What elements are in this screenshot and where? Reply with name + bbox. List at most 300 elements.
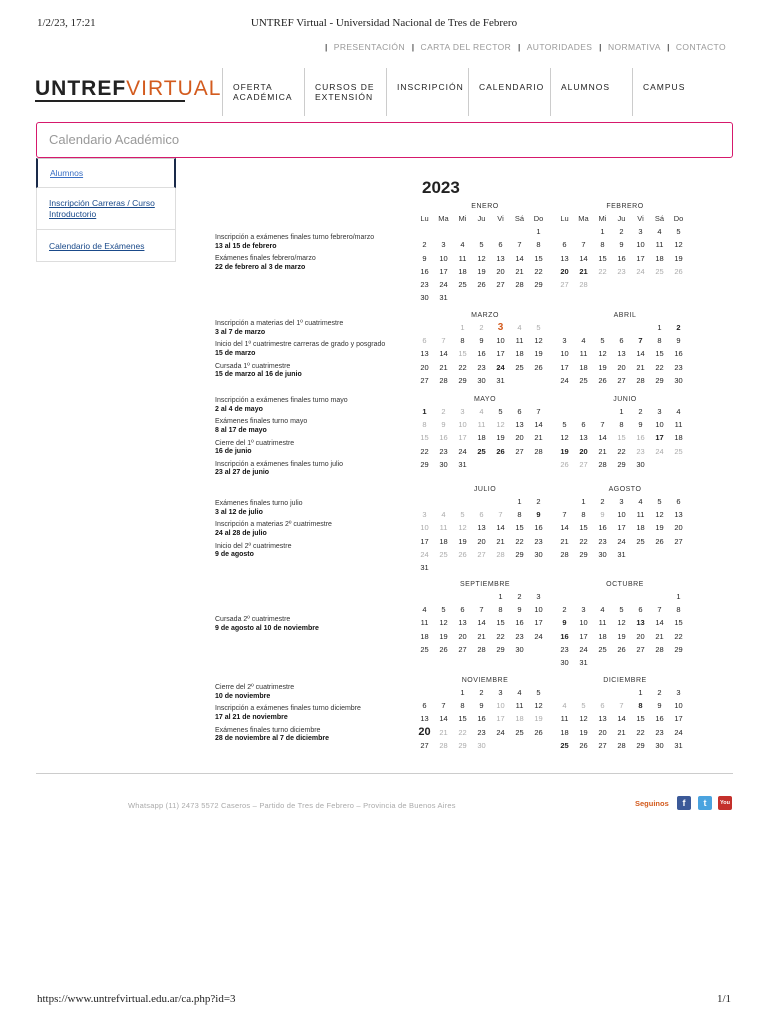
twitter-icon[interactable]: t	[698, 796, 712, 810]
day-cell: 6	[562, 240, 567, 250]
day-cell: 18	[515, 714, 524, 724]
calendar-event	[215, 440, 415, 457]
page-title: Calendario Académico	[49, 132, 180, 147]
day-cell: 17	[496, 714, 505, 724]
weekday-header: Lu	[420, 214, 429, 223]
site-logo[interactable]: UNTREFVIRTUAL	[35, 77, 222, 100]
day-cell: 24	[579, 644, 588, 654]
event-group	[215, 397, 415, 482]
day-cell: 14	[439, 349, 448, 359]
day-cell: 24	[496, 727, 505, 737]
day-cell: 18	[477, 433, 486, 443]
day-cell: 22	[458, 727, 467, 737]
day-cell: 3	[676, 688, 681, 697]
day-cell: 26	[598, 375, 607, 385]
day-cell: 1	[657, 323, 662, 332]
day-cell: 17	[674, 714, 683, 724]
empty-cell	[415, 225, 434, 238]
day-cell: 23	[515, 631, 524, 641]
empty-cell	[472, 590, 491, 603]
month-grid	[415, 686, 555, 752]
day-cell: 13	[420, 349, 429, 359]
day-cell: 21	[617, 727, 626, 737]
day-cell: 11	[655, 240, 664, 250]
day-cell: 14	[579, 253, 588, 263]
nav-inscripcion[interactable]: INSCRIPCIÓN	[386, 68, 468, 116]
day-cell: 12	[439, 618, 448, 628]
calendar-event	[215, 705, 415, 722]
event-description: Inscripción a exámenes finales turno julio	[215, 460, 344, 468]
event-date: 9 de agosto	[215, 551, 254, 559]
sidebar-item-calendario-examenes[interactable]: Calendario de Exámenes	[36, 230, 176, 262]
nav-campus[interactable]: CAMPUS	[632, 68, 714, 116]
day-cell: 13	[496, 253, 505, 263]
day-cell: 9	[657, 701, 662, 711]
day-cell: 16	[617, 253, 626, 263]
day-cell: 31	[458, 459, 467, 469]
day-cell: 8	[422, 420, 427, 430]
day-cell: 25	[636, 536, 645, 546]
empty-cell	[453, 225, 472, 238]
day-cell: 6	[460, 605, 465, 615]
month-octubre	[555, 580, 695, 669]
top-link-normativa[interactable]: NORMATIVA	[607, 42, 661, 52]
day-cell: 11	[598, 618, 607, 628]
day-cell: 7	[441, 701, 446, 711]
day-cell: 26	[534, 727, 543, 737]
day-cell: 10	[496, 701, 505, 711]
day-cell: 14	[655, 618, 664, 628]
day-cell: 31	[617, 549, 626, 559]
day-cell: 11	[439, 523, 448, 533]
day-cell: 7	[498, 510, 503, 520]
day-cell: 21	[560, 536, 569, 546]
event-description: Cursada 1º cuatrimestre	[215, 362, 291, 370]
day-cell: 22	[598, 266, 607, 276]
day-cell: 17	[560, 362, 569, 372]
day-cell: 28	[496, 549, 505, 559]
nav-calendario[interactable]: CALENDARIO	[468, 68, 550, 116]
day-cell: 16	[477, 714, 486, 724]
month-name: NOVIEMBRE	[461, 677, 509, 684]
month-name: SEPTIEMBRE	[459, 581, 511, 588]
top-link-autoridades[interactable]: AUTORIDADES	[526, 42, 593, 52]
empty-cell	[555, 225, 574, 238]
month-septiembre	[415, 580, 555, 656]
day-cell: 22	[655, 362, 664, 372]
day-cell: 17	[420, 536, 429, 546]
day-cell: 12	[534, 701, 543, 711]
event-description: Exámenes finales turno mayo	[215, 418, 308, 426]
day-cell: 25	[515, 362, 524, 372]
day-cell: 28	[515, 279, 524, 289]
event-date: 17 al 21 de noviembre	[215, 713, 288, 721]
day-cell: 16	[560, 631, 569, 641]
day-cell: 29	[579, 549, 588, 559]
day-cell: 26	[458, 549, 467, 559]
event-description: Exámenes finales turno diciembre	[215, 726, 321, 734]
empty-cell	[415, 590, 434, 603]
event-description: Inscripción a exámenes finales turno febrero/marzo	[215, 234, 375, 241]
month-junio	[555, 395, 695, 471]
nav-cursos-extension[interactable]: CURSOS DE EXTENSIÓN	[304, 68, 386, 116]
month-name: ABRIL	[613, 312, 637, 319]
empty-cell	[612, 686, 631, 699]
day-cell: 7	[517, 240, 522, 250]
day-cell: 8	[517, 510, 522, 520]
day-cell: 16	[515, 618, 524, 628]
day-cell: 2	[619, 227, 624, 237]
nav-alumnos[interactable]: ALUMNOS	[550, 68, 632, 116]
day-cell: 25	[439, 549, 448, 559]
day-cell: 8	[498, 605, 503, 615]
day-cell: 9	[619, 240, 624, 250]
day-cell: 24	[420, 549, 429, 559]
day-cell: 29	[534, 279, 543, 289]
month-noviembre	[415, 676, 555, 752]
empty-cell	[612, 590, 631, 603]
day-cell: 13	[598, 714, 607, 724]
day-cell: 9	[517, 605, 522, 615]
day-cell: 3	[498, 688, 503, 697]
sidebar-item-inscripcion-carreras[interactable]: Inscripción Carreras / Curso Introductorio	[36, 188, 176, 230]
day-cell: 3	[581, 605, 586, 615]
calendar-event	[215, 616, 415, 633]
calendar-event	[215, 500, 415, 517]
day-cell: 8	[460, 701, 465, 711]
day-cell: 11	[515, 701, 524, 711]
nav-oferta-academica[interactable]: OFERTA ACADÉMICA	[222, 68, 304, 116]
event-description: Inicio del 1º cuatrimestre carreras de grado y posgrado	[215, 341, 386, 349]
day-cell: 23	[598, 536, 607, 546]
weekday-header: Ju	[477, 214, 486, 223]
day-cell: 31	[579, 657, 588, 667]
calendar-event	[215, 234, 415, 251]
day-cell: 21	[496, 536, 505, 546]
event-description: Inscripción a materias 2º cuatrimestre	[215, 521, 332, 529]
empty-cell	[472, 225, 491, 238]
day-cell: 27	[515, 446, 524, 456]
top-link-contacto[interactable]: CONTACTO	[675, 42, 726, 52]
weekday-header: Vi	[497, 214, 504, 223]
day-cell: 6	[581, 420, 586, 430]
day-cell: 21	[579, 266, 588, 276]
day-cell: 2	[422, 240, 427, 250]
empty-cell	[453, 590, 472, 603]
day-cell: 4	[657, 227, 662, 237]
calendar-event	[215, 320, 415, 337]
day-cell: 29	[458, 740, 467, 750]
top-link-carta-rector[interactable]: CARTA DEL RECTOR	[420, 42, 512, 52]
day-cell: 4	[460, 240, 465, 250]
day-cell: 27	[477, 549, 486, 559]
month-name: MARZO	[471, 312, 499, 319]
day-cell: 12	[598, 349, 607, 359]
day-cell: 30	[655, 740, 664, 750]
day-cell: 21	[636, 362, 645, 372]
event-description: Exámenes finales febrero/marzo	[215, 255, 316, 263]
empty-cell	[555, 590, 574, 603]
day-cell: 14	[617, 714, 626, 724]
event-date: 13 al 15 de febrero	[215, 242, 277, 250]
day-cell: 31	[674, 740, 683, 750]
day-cell: 5	[619, 605, 624, 615]
month-agosto	[555, 485, 695, 561]
empty-cell	[612, 321, 631, 334]
empty-cell	[555, 495, 574, 508]
day-cell: 27	[579, 459, 588, 469]
day-cell: 18	[515, 349, 524, 359]
day-cell: 4	[517, 323, 522, 332]
day-cell: 9	[562, 618, 567, 628]
month-grid	[555, 686, 695, 752]
day-cell: 28	[477, 644, 486, 654]
day-cell: 6	[422, 701, 427, 711]
event-description: Cursada 2º cuatrimestre	[215, 616, 291, 623]
day-cell: 14	[477, 618, 486, 628]
empty-cell	[631, 590, 650, 603]
day-cell: 23	[420, 279, 429, 289]
day-cell: 24	[496, 362, 505, 372]
day-cell: 7	[562, 510, 567, 520]
weekday-header: Sá	[654, 214, 665, 223]
day-cell: 10	[496, 336, 505, 346]
day-cell: 9	[600, 510, 605, 520]
day-cell: 1	[638, 688, 643, 697]
month-name: JUNIO	[613, 396, 637, 403]
empty-cell	[593, 405, 612, 418]
day-cell: 2	[562, 605, 567, 615]
day-cell: 23	[477, 727, 486, 737]
day-cell: 9	[479, 336, 484, 346]
day-cell: 13	[636, 618, 645, 628]
empty-cell	[593, 686, 612, 699]
event-description: Inicio del 2º cuatrimestre	[215, 542, 292, 550]
facebook-icon[interactable]: f	[677, 796, 691, 810]
empty-cell	[593, 590, 612, 603]
day-cell: 6	[498, 240, 503, 250]
day-cell: 18	[560, 727, 569, 737]
event-description: Inscripción a exámenes finales turno diciembre	[215, 705, 361, 713]
day-cell: 11	[636, 510, 645, 520]
month-name: OCTUBRE	[606, 581, 644, 588]
event-date: 22 de febrero al 3 de marzo	[215, 263, 306, 271]
day-cell: 25	[477, 446, 486, 456]
month-grid	[415, 405, 555, 471]
day-cell: 7	[441, 336, 446, 346]
day-cell: 2	[536, 497, 541, 506]
calendar-event	[215, 363, 415, 380]
day-cell: 29	[458, 375, 467, 385]
day-cell: 28	[598, 459, 607, 469]
day-cell: 30	[674, 375, 683, 385]
day-cell: 13	[579, 433, 588, 443]
day-cell: 13	[458, 618, 467, 628]
day-cell: 20	[598, 727, 607, 737]
day-cell: 22	[496, 631, 505, 641]
day-cell: 5	[498, 407, 503, 416]
event-group	[215, 234, 415, 277]
footer-divider	[36, 773, 733, 774]
day-cell: 25	[560, 740, 569, 750]
day-cell: 29	[617, 459, 626, 469]
day-cell: 31	[496, 375, 505, 385]
event-date: 16 de junio	[215, 448, 252, 456]
day-cell: 20	[458, 631, 467, 641]
empty-cell	[574, 321, 593, 334]
day-cell: 23	[439, 446, 448, 456]
day-cell: 6	[619, 336, 624, 346]
month-grid	[555, 321, 695, 387]
day-cell: 4	[562, 701, 567, 711]
month-grid	[555, 405, 695, 471]
day-cell: 10	[439, 253, 448, 263]
sidebar	[36, 158, 176, 262]
empty-cell	[415, 321, 434, 334]
day-cell: 6	[422, 336, 427, 346]
day-cell: 17	[579, 631, 588, 641]
day-cell: 13	[420, 714, 429, 724]
day-cell: 29	[655, 375, 664, 385]
day-cell: 9	[536, 510, 541, 520]
empty-cell	[593, 321, 612, 334]
day-cell: 29	[674, 644, 683, 654]
day-cell: 12	[477, 253, 486, 263]
day-cell: 4	[422, 605, 427, 615]
day-cell: 12	[458, 523, 467, 533]
day-cell: 30	[636, 459, 645, 469]
event-date: 9 de agosto al 10 de noviembre	[215, 624, 319, 632]
day-cell: 1	[536, 227, 541, 237]
youtube-icon[interactable]: You Tube	[718, 796, 732, 810]
day-cell: 28	[534, 446, 543, 456]
day-cell: 6	[479, 510, 484, 520]
month-grid	[415, 590, 555, 656]
day-cell: 20	[418, 725, 431, 738]
day-cell: 5	[600, 336, 605, 346]
day-cell: 15	[534, 253, 543, 263]
day-cell: 27	[420, 740, 429, 750]
calendar-event	[215, 255, 415, 272]
print-page-title: UNTREF Virtual - Universidad Nacional de Tres de Febrero	[250, 17, 518, 29]
day-cell: 6	[517, 407, 522, 416]
day-cell: 13	[515, 420, 524, 430]
day-cell: 18	[598, 631, 607, 641]
day-cell: 12	[560, 433, 569, 443]
day-cell: 24	[655, 446, 664, 456]
top-link-presentacion[interactable]: PRESENTACIÓN	[333, 42, 405, 52]
day-cell: 27	[617, 375, 626, 385]
empty-cell	[574, 225, 593, 238]
empty-cell	[510, 225, 529, 238]
day-cell: 25	[598, 644, 607, 654]
day-cell: 3	[497, 322, 504, 333]
month-grid	[555, 212, 695, 291]
weekday-header: Lu	[560, 214, 569, 223]
day-cell: 24	[439, 279, 448, 289]
day-cell: 26	[617, 644, 626, 654]
day-cell: 28	[579, 279, 588, 289]
day-cell: 17	[534, 618, 543, 628]
day-cell: 8	[460, 336, 465, 346]
day-cell: 22	[420, 446, 429, 456]
day-cell: 4	[676, 407, 681, 416]
day-cell: 26	[477, 279, 486, 289]
day-cell: 17	[439, 266, 448, 276]
calendar-event	[215, 727, 415, 744]
weekday-header: Mi	[458, 214, 467, 223]
day-cell: 12	[674, 240, 683, 250]
day-cell: 30	[477, 740, 486, 750]
empty-cell	[472, 495, 491, 508]
day-cell: 16	[655, 714, 664, 724]
day-cell: 24	[617, 536, 626, 546]
day-cell: 11	[477, 420, 486, 430]
calendar-event	[215, 461, 415, 478]
day-cell: 19	[560, 446, 569, 456]
day-cell: 16	[598, 523, 607, 533]
day-cell: 7	[619, 701, 624, 711]
day-cell: 1	[581, 497, 586, 506]
day-cell: 9	[422, 253, 427, 263]
event-description: Exámenes finales turno julio	[215, 500, 303, 507]
day-cell: 22	[617, 446, 626, 456]
day-cell: 13	[674, 510, 683, 520]
event-date: 24 al 28 de julio	[215, 529, 267, 537]
day-cell: 12	[617, 618, 626, 628]
follow-label: Seguinos	[635, 799, 669, 808]
day-cell: 22	[515, 536, 524, 546]
weekday-header: Sá	[514, 214, 525, 223]
day-cell: 10	[420, 523, 429, 533]
event-date: 15 de marzo	[215, 349, 256, 357]
weekday-header: Do	[533, 214, 544, 223]
day-cell: 26	[579, 740, 588, 750]
day-cell: 21	[534, 433, 543, 443]
day-cell: 17	[617, 523, 626, 533]
day-cell: 15	[636, 714, 645, 724]
day-cell: 19	[458, 536, 467, 546]
calendar-event	[215, 684, 415, 701]
day-cell: 12	[496, 420, 505, 430]
day-cell: 5	[441, 605, 446, 615]
day-cell: 18	[655, 253, 664, 263]
day-cell: 5	[536, 323, 541, 332]
day-cell: 5	[676, 227, 681, 237]
day-cell: 9	[479, 701, 484, 711]
day-cell: 2	[676, 323, 681, 332]
day-cell: 23	[534, 536, 543, 546]
sidebar-item-alumnos[interactable]: Alumnos	[36, 158, 176, 188]
month-mayo	[415, 395, 555, 471]
day-cell: 4	[441, 510, 446, 520]
weekday-header: Do	[673, 214, 684, 223]
day-cell: 28	[636, 375, 645, 385]
day-cell: 23	[617, 266, 626, 276]
month-abril	[555, 311, 695, 387]
day-cell: 3	[422, 510, 427, 520]
empty-cell	[415, 686, 434, 699]
day-cell: 10	[636, 240, 645, 250]
weekday-header: Ju	[617, 214, 626, 223]
empty-cell	[574, 590, 593, 603]
day-cell: 8	[581, 510, 586, 520]
day-cell: 7	[638, 336, 643, 346]
day-cell: 8	[638, 701, 643, 711]
event-date: 15 de marzo al 16 de junio	[215, 371, 302, 379]
day-cell: 8	[600, 240, 605, 250]
month-marzo	[415, 311, 555, 387]
